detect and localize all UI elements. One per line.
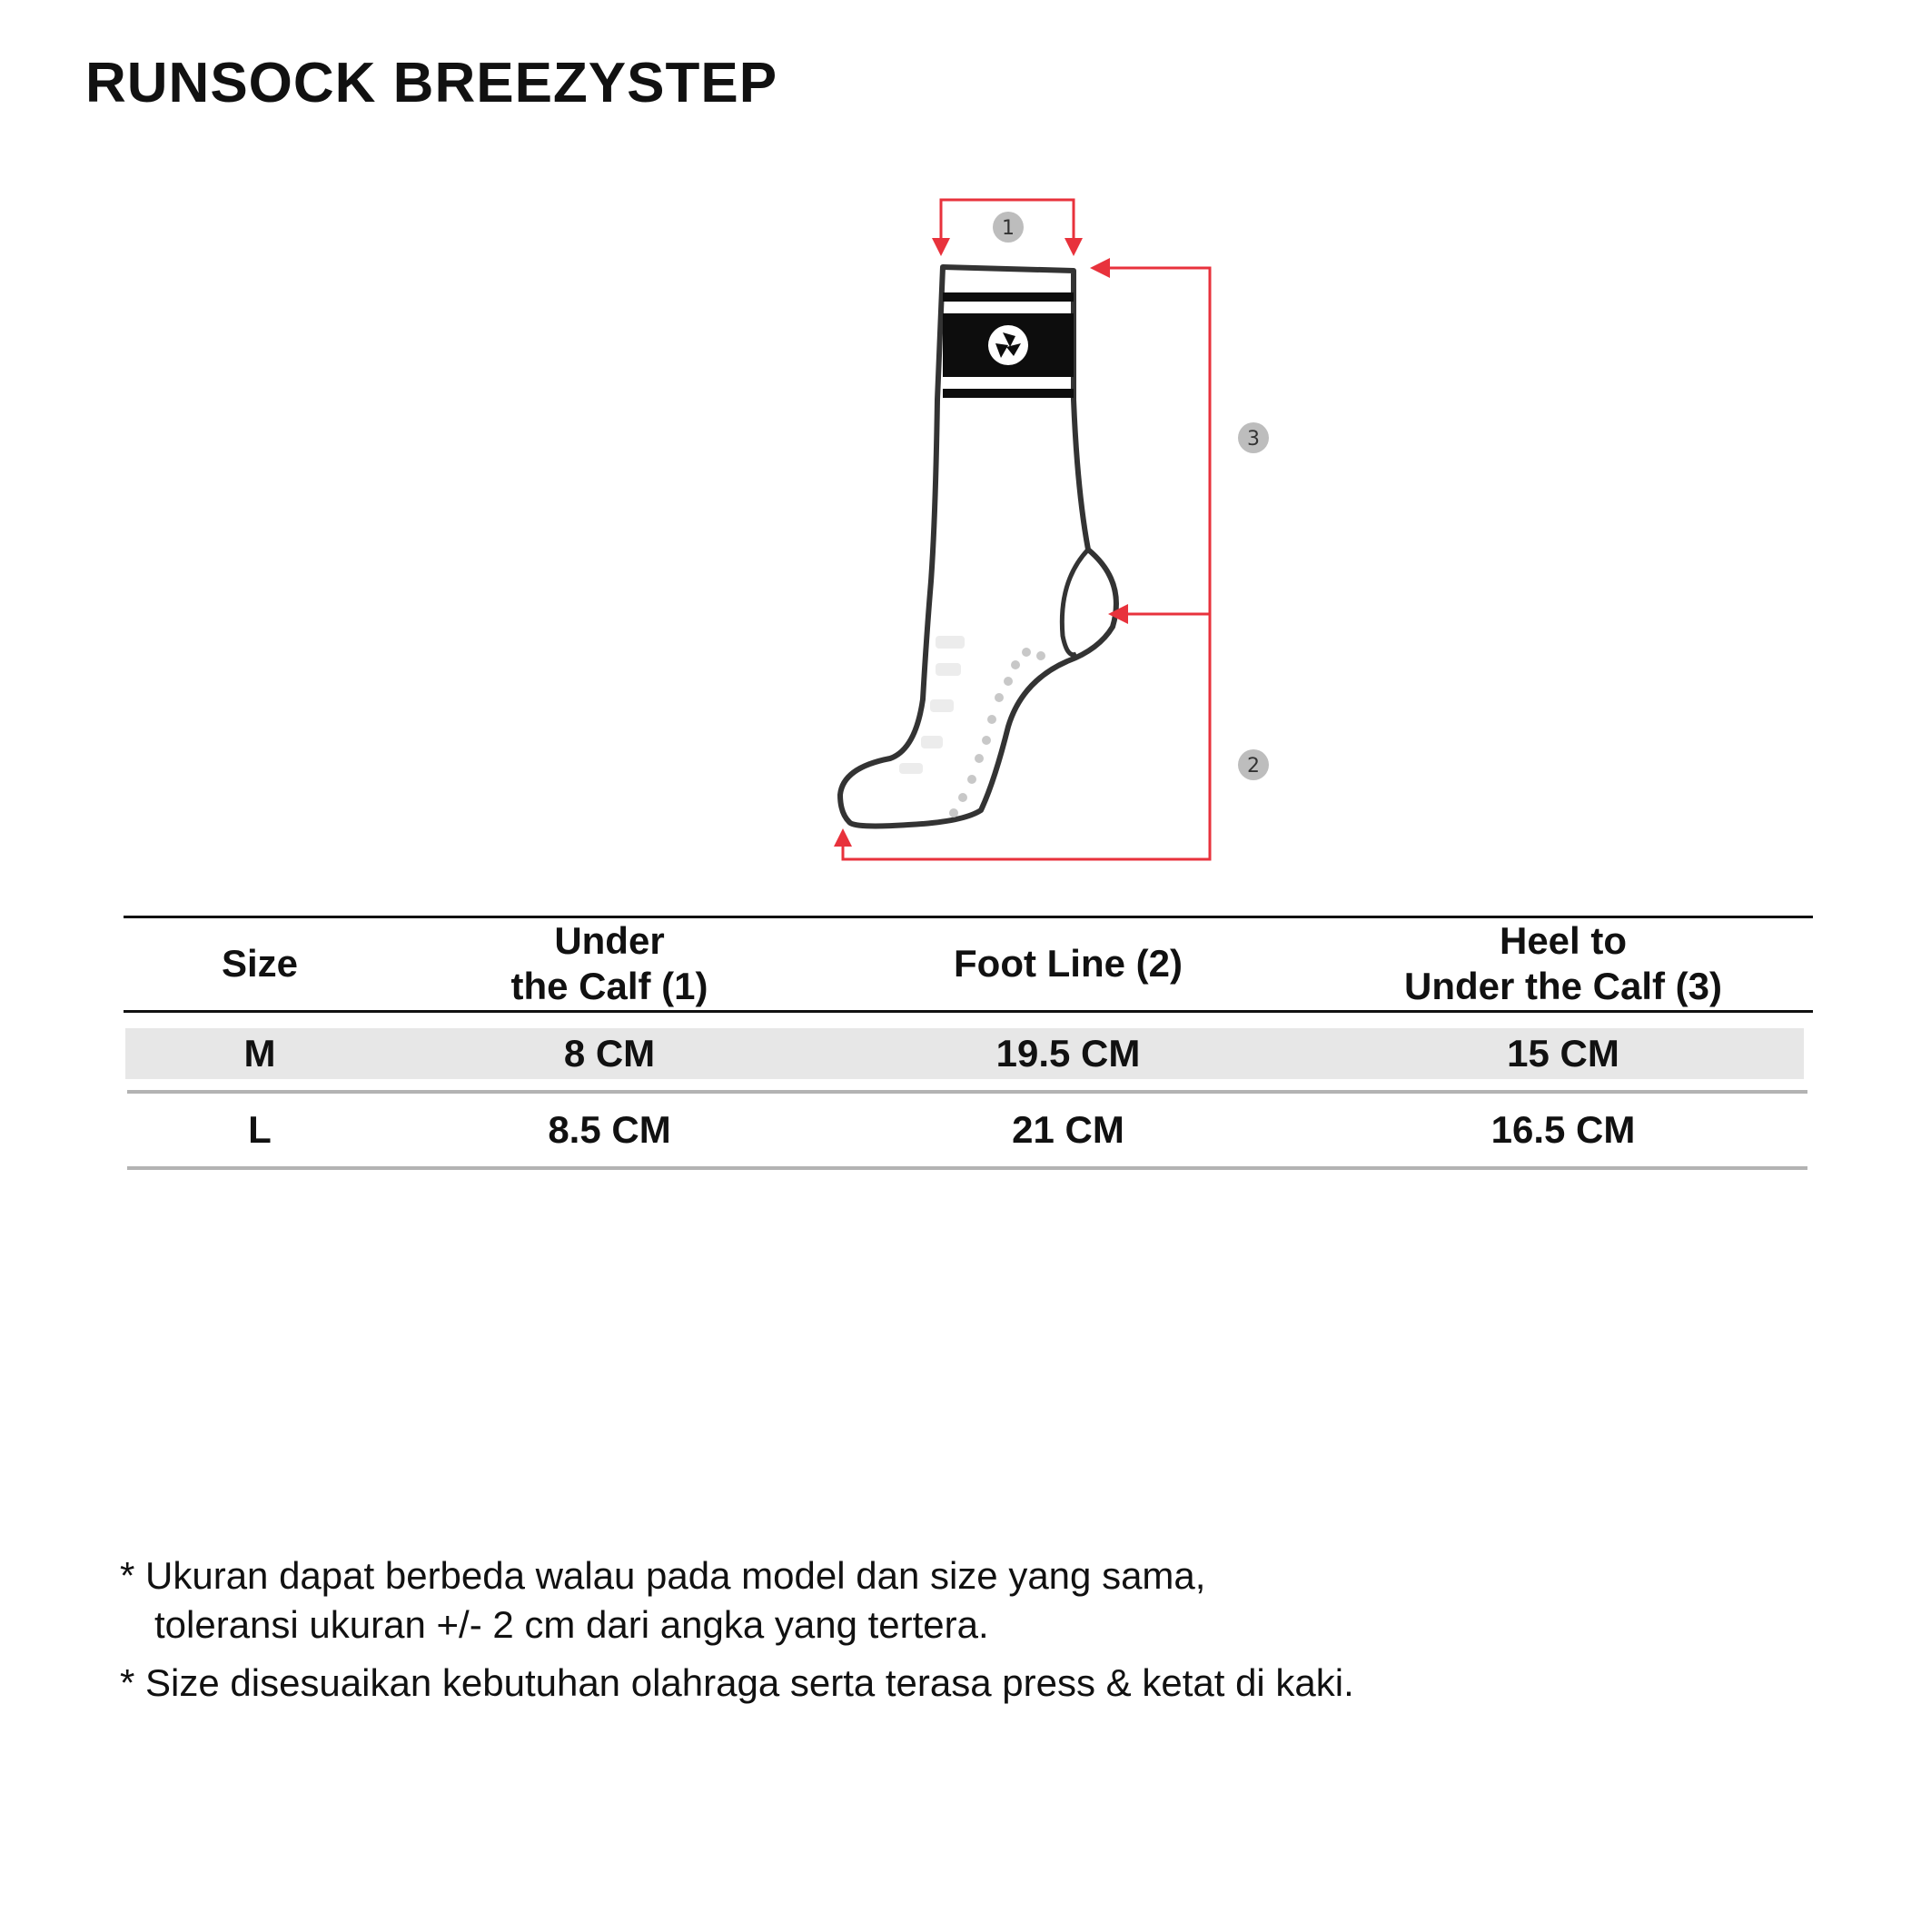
cuff-band-top [943,292,1074,302]
pinwheel-logo [988,325,1028,365]
note-2-line-1: * Size disesuaikan kebutuhan olahraga serta terasa press & ketat di kaki. [120,1661,1354,1704]
sock-diagram [0,0,1931,908]
table-cell: 8 CM [563,1032,656,1075]
table-cell: 19.5 CM [995,1032,1141,1075]
marker-2-label: 2 [1247,755,1260,778]
table-cell: 16.5 CM [1490,1108,1636,1151]
marker-1-label: 1 [1002,217,1015,240]
arrow-1-left [932,238,950,256]
arrow-toe [834,828,852,847]
marker-3 [1238,422,1269,453]
header-heel-to-calf: Heel to Under the Calf (3) [1403,919,1723,1007]
table-cell: L [248,1108,272,1151]
note-2 [120,1659,1354,1708]
note-1-line-2: toleransi ukuran +/- 2 cm dari angka yang tertera. [154,1603,989,1646]
marker-2 [1238,749,1269,780]
table-cell: 21 CM [1012,1108,1124,1151]
table-cell: 15 CM [1507,1032,1619,1075]
header-foot-line: Foot Line (2) [954,942,1183,985]
page-title: RUNSOCK BREEZYSTEP [85,52,778,114]
header-size: Size [221,942,299,985]
table-cell: M [243,1032,276,1075]
note-1-line-1: * Ukuran dapat berbeda walau pada model dan size yang sama, [120,1554,1206,1597]
arrow-1-right [1065,238,1083,256]
arrow-3-top [1090,258,1110,278]
note-1 [120,1551,1354,1650]
row-divider [127,1090,1807,1094]
marker-1 [993,212,1024,243]
table-header-rule [124,1010,1813,1013]
notes [120,1551,1354,1717]
cuff-band-bottom [943,389,1074,398]
marker-3-label: 3 [1247,428,1260,451]
header-under-calf: Under the Calf (1) [510,919,708,1007]
table-bottom-rule [127,1166,1807,1170]
table-cell: 8.5 CM [548,1108,671,1151]
